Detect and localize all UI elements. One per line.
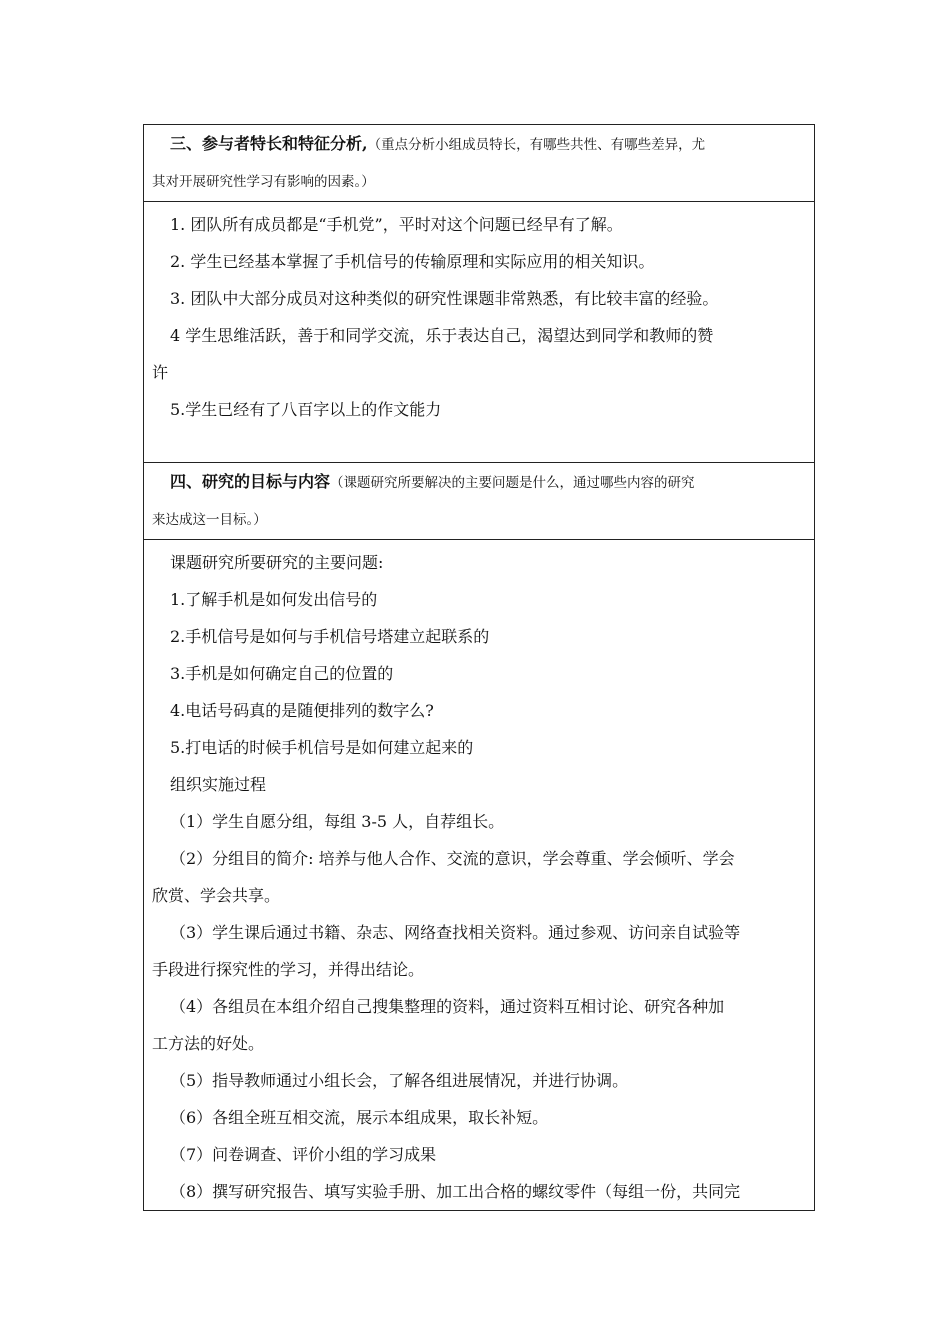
- section3-content: [144, 202, 815, 463]
- list-item: 4 学生思维活跃，善于和同学交流，乐于表达自己，渴望达到同学和教师的赞: [170, 326, 714, 345]
- section4-note-cont: 来达成这一目标。）: [152, 512, 267, 528]
- section4-note: （课题研究所要解决的主要问题是什么，通过哪些内容的研究: [330, 475, 695, 491]
- list-item: 5.学生已经有了八百字以上的作文能力: [170, 400, 442, 419]
- list-item: （7）问卷调查、评价小组的学习成果: [170, 1145, 437, 1164]
- list-item: 5.打电话的时候手机信号是如何建立起来的: [170, 738, 474, 757]
- section3-note: （重点分析小组成员特长，有哪些共性、有哪些差异，尤: [367, 137, 706, 153]
- section3-title: 三、参与者特长和特征分析,: [170, 134, 368, 153]
- section3-header-line1: [152, 125, 806, 164]
- list-item: 4.电话号码真的是随便排列的数字么?: [170, 701, 434, 720]
- list-item: 手段进行探究性的学习，并得出结论。: [152, 960, 425, 979]
- list-item: 2.手机信号是如何与手机信号塔建立起联系的: [170, 627, 490, 646]
- section3-note-cont: 其对开展研究性学习有影响的因素。）: [152, 174, 375, 190]
- section4-title: 四、研究的目标与内容: [170, 472, 331, 491]
- list-item: 1. 团队所有成员都是“手机党”，平时对这个问题已经早有了解。: [170, 215, 623, 234]
- section4-content: [144, 540, 815, 1211]
- list-item: 课题研究所要研究的主要问题:: [170, 553, 384, 572]
- list-item: 组织实施过程: [170, 775, 267, 794]
- list-item: （6）各组全班互相交流，展示本组成果，取长补短。: [170, 1108, 549, 1127]
- list-item: 工方法的好处。: [152, 1034, 265, 1053]
- section4-header-line2: [152, 502, 806, 539]
- section3-header: [144, 125, 815, 202]
- list-item: 2. 学生已经基本掌握了手机信号的传输原理和实际应用的相关知识。: [170, 252, 655, 271]
- section4-header-line1: [152, 463, 806, 502]
- list-item: 1.了解手机是如何发出信号的: [170, 590, 378, 609]
- plan-table: [143, 124, 815, 1211]
- list-item: （2）分组目的简介: 培养与他人合作、交流的意识，学会尊重、学会倾听、学会: [170, 849, 735, 868]
- list-item: （4）各组员在本组介绍自己搜集整理的资料，通过资料互相讨论、研究各种加: [170, 997, 725, 1016]
- list-item: 3.手机是如何确定自己的位置的: [170, 664, 394, 683]
- list-item: （3）学生课后通过书籍、杂志、网络查找相关资料。通过参观、访问亲自试验等: [170, 923, 741, 942]
- section3-header-line2: [152, 164, 806, 201]
- list-item: 3. 团队中大部分成员对这种类似的研究性课题非常熟悉，有比较丰富的经验。: [170, 289, 719, 308]
- list-item: 欣赏、学会共享。: [152, 886, 281, 905]
- list-item: 许: [152, 363, 169, 382]
- list-item: （1）学生自愿分组，每组 3-5 人，自荐组长。: [170, 812, 505, 831]
- list-item: （8）撰写研究报告、填写实验手册、加工出合格的螺纹零件（每组一份，共同完: [170, 1182, 741, 1201]
- section4-header: [144, 463, 815, 540]
- list-item: （5）指导教师通过小组长会，了解各组进展情况，并进行协调。: [170, 1071, 629, 1090]
